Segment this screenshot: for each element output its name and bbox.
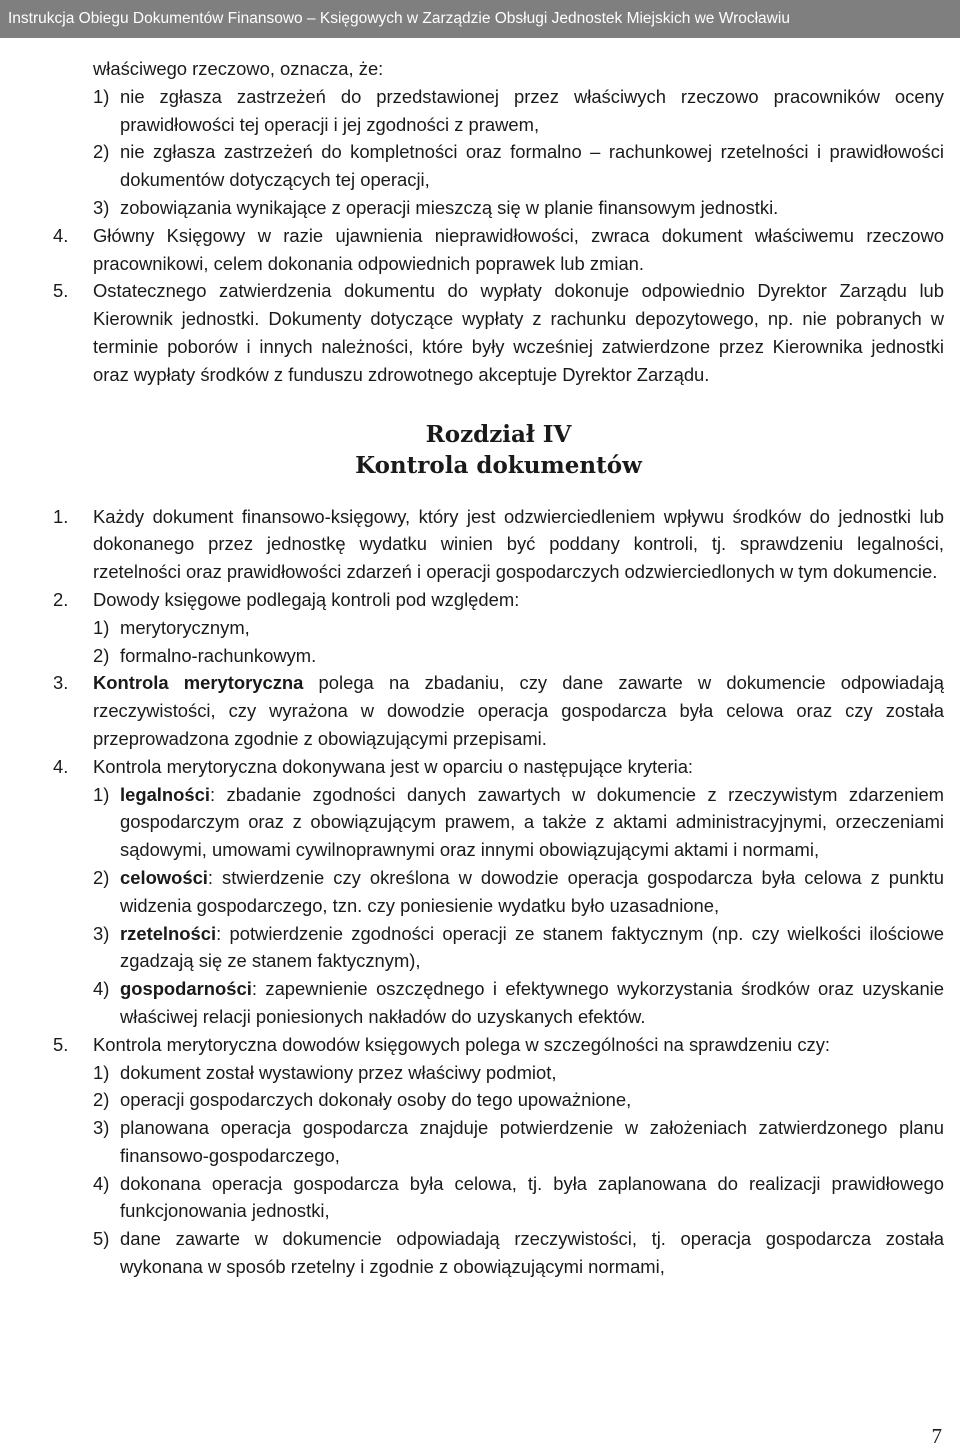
bold-term: legalności [120, 783, 210, 805]
list-item: 1) nie zgłasza zastrzeżeń do przedstawionej przez właściwych rzeczowo pracowników oceny prawidłowości tej operacji i jej zgodności z prawem, [93, 85, 944, 135]
list-item: 2) formalno-rachunkowym. [93, 644, 317, 666]
list-item: 2) operacji gospodarczych dokonały osoby do tego upoważnione, [93, 1089, 632, 1111]
list-item: 2) celowości: stwierdzenie czy określona w dowodzie operacja gospodarcza była celowa z punktu widzenia gospodarczego, tzn. czy poniesienie wydatku było uzasadnione, [93, 866, 944, 916]
chapter-number: Rozdział IV [425, 420, 572, 448]
bold-term: celowości [120, 866, 208, 888]
chapter-title: Kontrola dokumentów [355, 451, 642, 479]
list-item: 3) planowana operacja gospodarcza znajduje potwierdzenie w założeniach zatwierdzonego planu finansowo-gospodarczego, [93, 1117, 944, 1166]
list-item: 5) dane zawarte w dokumencie odpowiadają rzeczywistości, tj. operacja gospodarcza została wykonana w sposób rzetelny i zgodnie z obowiązującymi normami, [93, 1228, 944, 1278]
document-body [53, 55, 944, 1281]
list-item: 2) nie zgłasza zastrzeżeń do kompletności oraz formalno – rachunkowej rzetelności i prawidłowości dokumentów dotyczących tej operacji, [93, 141, 944, 191]
page-number: 7 [931, 1424, 942, 1448]
intro-line: właściwego rzeczowo, oznacza, że: [93, 58, 384, 79]
list-item: 4) dokonana operacja gospodarcza była celowa, tj. była zaplanowana do realizacji prawidłowego funkcjonowania jednostki, [93, 1172, 944, 1222]
bold-term: gospodarności [120, 978, 252, 1000]
section-paragraph-2: 2. Dowody księgowe podlegają kontroli pod względem: [53, 588, 520, 610]
section-paragraph-5: 5. Kontrola merytoryczna dowodów księgowych polega w szczególności na sprawdzeniu czy: [53, 1033, 831, 1055]
list-item: 4) gospodarności: zapewnienie oszczędnego i efektywnego wykorzystania środków oraz uzyskanie właściwej relacji poniesionych nakładów do uzyskanych efektów. [93, 978, 944, 1027]
paragraph-5: 5. Ostatecznego zatwierdzenia dokumentu do wypłaty dokonuje odpowiednio Dyrektor Zarządu lub Kierownik jednostki. Dokumenty dotyczące wypłaty z rachunku depozytowego, np. nie pobranych w terminie poborów i innych należności, które były wcześniej zatwierdzone przez Kierownika jednostki oraz wypłaty środków z funduszu zdrowotnego akceptuje Dyrektor Zarządu. [53, 280, 944, 385]
bold-term: rzetelności [120, 922, 217, 944]
document-header: Instrukcja Obiegu Dokumentów Finansowo – Księgowych w Zarządzie Obsługi Jednostek Miejskich we Wrocławiu [0, 0, 960, 38]
section-paragraph-4: 4. Kontrola merytoryczna dokonywana jest w oparciu o następujące kryteria: [53, 755, 694, 777]
chapter-heading [53, 419, 944, 481]
list-item: 1) dokument został wystawiony przez właściwy podmiot, [93, 1061, 557, 1083]
list-item: 3) rzetelności: potwierdzenie zgodności operacji ze stanem faktycznym (np. czy wielkości ilościowe zgadzają się ze stanem faktycznym), [93, 922, 944, 972]
list-item: 1) merytorycznym, [93, 616, 250, 638]
list-item: 1) legalności: zbadanie zgodności danych zawartych w dokumencie z rzeczywistym zdarzeniem gospodarczym oraz z obowiązującym prawem, a także z aktami administracyjnymi, orzeczeniami sądowymi, umowami cywilnoprawnymi oraz innymi obowiązującymi aktami i normami, [93, 783, 944, 861]
list-item: 3) zobowiązania wynikające z operacji mieszczą się w planie finansowym jednostki. [93, 196, 779, 218]
bold-term: Kontrola merytoryczna [93, 672, 304, 694]
section-paragraph-3: 3. Kontrola merytoryczna polega na zbadaniu, czy dane zawarte w dokumencie odpowiadają rzeczywistości, czy wyrażona w dowodzie operacja gospodarcza była celowa oraz czy została przeprowadzona zgodnie z obowiązującymi przepisami. [53, 672, 944, 749]
paragraph-4: 4. Główny Księgowy w razie ujawnienia nieprawidłowości, zwraca dokument właściwemu rzeczowo pracownikowi, celem dokonania odpowiednich poprawek lub zmian. [53, 224, 944, 274]
section-paragraph-1: 1. Każdy dokument finansowo-księgowy, który jest odzwierciedleniem wpływu środków do jednostki lub dokonanego przez jednostkę wydatku winien być poddany kontroli, tj. sprawdzeniu legalności, rzetelności oraz prawidłowości zdarzeń i operacji gospodarczych odzwierciedlonych w tym dokumencie. [53, 505, 944, 583]
